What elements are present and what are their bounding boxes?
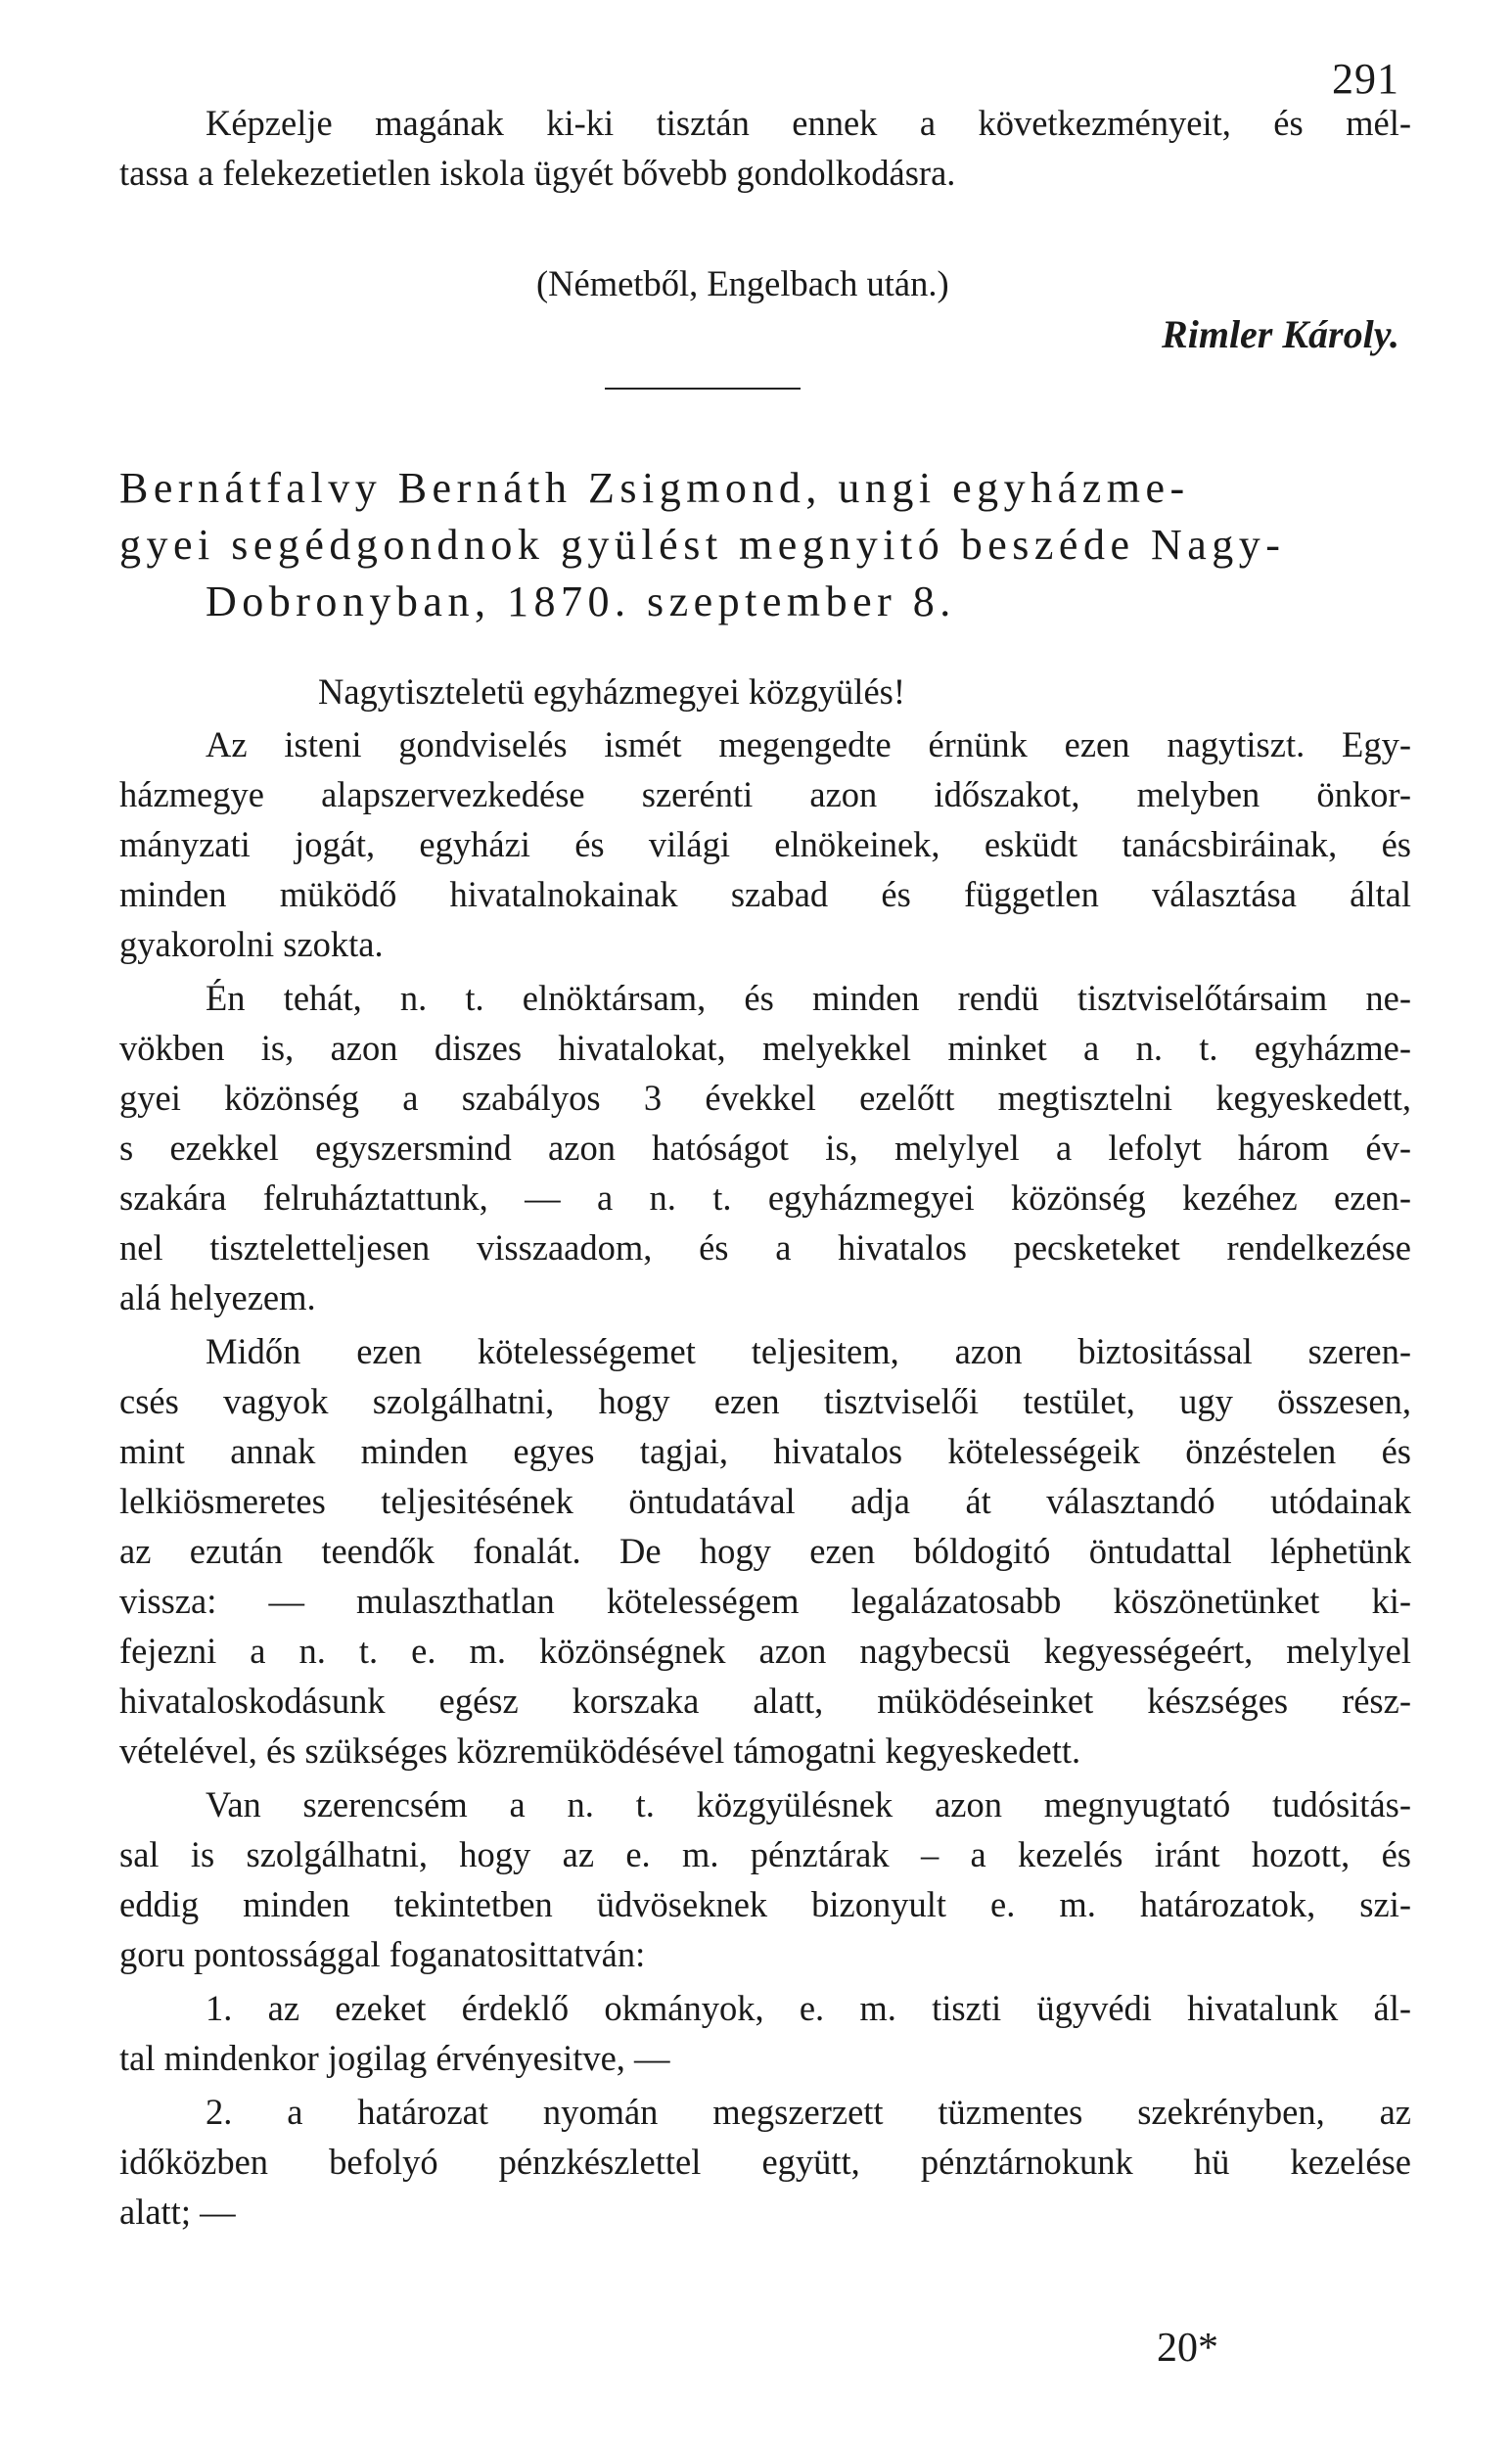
page-number: 291 bbox=[1332, 55, 1399, 103]
paragraph-line: Van szerencsém a n. t. közgyülésnek azon megnyugtató tudósitás- bbox=[206, 1784, 1411, 1824]
paragraph-line: házmegye alapszervezkedése szerénti azon időszakot, melyben önkor- bbox=[119, 774, 1411, 814]
speech-heading bbox=[119, 460, 1411, 630]
paragraph-line: nel tiszteletteljesen visszaadom, és a hivatalos pecsketeket rendelkezése bbox=[119, 1227, 1411, 1268]
paragraph-line: mint annak minden egyes tagjai, hivatalos kötelességeik önzéstelen és bbox=[119, 1431, 1411, 1471]
paragraph-line: csés vagyok szolgálhatni, hogy ezen tisztviselői testület, ugy összesen, bbox=[119, 1381, 1411, 1421]
paragraph-line: Az isteni gondviselés ismét megengedte érnünk ezen nagytiszt. Egy- bbox=[206, 724, 1411, 764]
paragraph bbox=[119, 1326, 1411, 1776]
paragraph-line: goru pontossággal foganatosittatván: bbox=[119, 1934, 646, 1974]
separator-rule bbox=[605, 388, 801, 390]
intro-paragraph bbox=[119, 98, 1411, 198]
paragraph-line: időközben befolyó pénzkészlettel együtt, pénztárnokunk hü kezelése bbox=[119, 2142, 1411, 2182]
paragraph-line: gyei közönség a szabályos 3 évekkel ezelőtt megtisztelni kegyeskedett, bbox=[119, 1078, 1411, 1118]
paragraph-line: alá helyezem. bbox=[119, 1277, 316, 1317]
salutation: Nagytiszteletü egyházmegyei közgyülés! bbox=[318, 671, 906, 712]
source-attribution: (Németből, Engelbach után.) bbox=[536, 263, 949, 303]
paragraph-line: s ezekkel egyszersmind azon hatóságot is, melylyel a lefolyt három év- bbox=[119, 1128, 1411, 1168]
signature-mark: 20* bbox=[1157, 2326, 1218, 2371]
paragraph-line: tal mindenkor jogilag érvényesitve, — bbox=[119, 2038, 670, 2078]
paragraph-line: vissza: — mulaszthatlan kötelességem legalázatosabb köszönetünket ki- bbox=[119, 1581, 1411, 1621]
author-name: Rimler Károly. bbox=[1162, 312, 1399, 356]
paragraph-line: alatt; — bbox=[119, 2192, 236, 2232]
paragraph-line: 1. az ezeket érdeklő okmányok, e. m. tiszti ügyvédi hivatalunk ál- bbox=[206, 1988, 1411, 2028]
intro-line: tassa a felekezetietlen iskola ügyét bővebb gondolkodásra. bbox=[119, 153, 956, 193]
paragraph-line: hivataloskodásunk egész korszaka alatt, müködéseinket készséges rész- bbox=[119, 1681, 1411, 1721]
paragraph-line: vételével, és szükséges közremüködésével támogatni kegyeskedett. bbox=[119, 1731, 1081, 1771]
paragraph-line: az ezután teendők fonalát. De hogy ezen bóldogitó öntudattal léphetünk bbox=[119, 1531, 1411, 1571]
paragraph bbox=[119, 719, 1411, 969]
paragraph bbox=[119, 973, 1411, 1322]
paragraph-line: lelkiösmeretes teljesitésének öntudatával adja át választandó utódainak bbox=[119, 1481, 1411, 1521]
heading-line: gyei segédgondnok gyülést megnyitó beszéde Nagy- bbox=[119, 521, 1286, 569]
paragraph-line: minden müködő hivatalnokainak szabad és független választása által bbox=[119, 874, 1411, 914]
list-item bbox=[119, 1983, 1411, 2083]
heading-line: Bernátfalvy Bernáth Zsigmond, ungi egyházme- bbox=[119, 464, 1190, 512]
paragraph-line: 2. a határozat nyomán megszerzett tüzmentes szekrényben, az bbox=[206, 2092, 1411, 2132]
heading-line: Dobronyban, 1870. szeptember 8. bbox=[206, 577, 956, 625]
paragraph-line: szakára felruháztattunk, — a n. t. egyházmegyei közönség kezéhez ezen- bbox=[119, 1177, 1411, 1218]
paragraph-line: eddig minden tekintetben üdvöseknek bizonyult e. m. határozatok, szi- bbox=[119, 1884, 1411, 1924]
intro-line: Képzelje magának ki-ki tisztán ennek a következményeit, és mél- bbox=[206, 103, 1411, 143]
body-text bbox=[119, 719, 1411, 2237]
paragraph bbox=[119, 1779, 1411, 1979]
paragraph-line: fejezni a n. t. e. m. közönségnek azon nagybecsü kegyességeért, melylyel bbox=[119, 1631, 1411, 1671]
paragraph-line: Én tehát, n. t. elnöktársam, és minden rendü tisztviselőtársaim ne- bbox=[206, 978, 1411, 1018]
paragraph-line: vökben is, azon diszes hivatalokat, melyekkel minket a n. t. egyházme- bbox=[119, 1028, 1411, 1068]
paragraph-line: gyakorolni szokta. bbox=[119, 924, 384, 964]
paragraph-line: sal is szolgálhatni, hogy az e. m. pénztárak – a kezelés iránt hozott, és bbox=[119, 1834, 1411, 1874]
list-item bbox=[119, 2087, 1411, 2237]
paragraph-line: mányzati jogát, egyházi és világi elnökeinek, esküdt tanácsbiráinak, és bbox=[119, 824, 1411, 864]
paragraph-line: Midőn ezen kötelességemet teljesitem, azon biztositással szeren- bbox=[206, 1331, 1411, 1371]
